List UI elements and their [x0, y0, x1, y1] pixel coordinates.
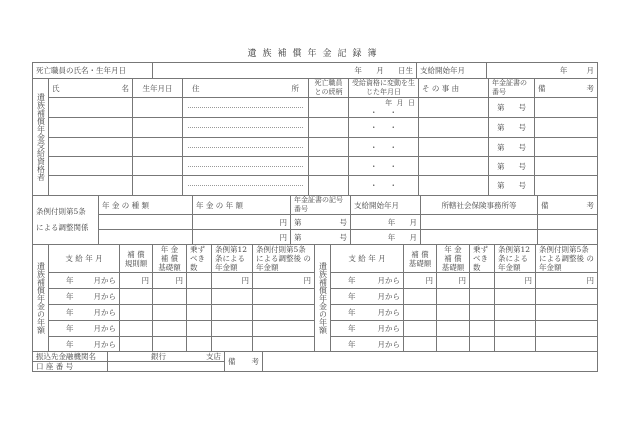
start-field[interactable] [351, 230, 421, 245]
field-unit-label: 号 [518, 123, 526, 132]
form-cell[interactable] [120, 289, 153, 305]
adjustment-section-label: 条例付則第5条 による調整関係 [33, 196, 99, 245]
field-unit-label: 号 [518, 142, 526, 152]
field-unit-label: 備 [228, 357, 236, 366]
header-change-date: 受給資格に変動を生じた年月日 [349, 79, 419, 98]
field-unit-label: 年 [348, 308, 356, 317]
field-unit-label: 氏 [52, 83, 60, 93]
field-unit-label: 年 [66, 292, 74, 301]
bank-remarks-field[interactable] [263, 352, 598, 372]
form-cell[interactable] [187, 289, 212, 305]
form-cell[interactable] [404, 305, 437, 321]
field-unit-label: 円 [586, 276, 594, 285]
cert-no-field[interactable] [291, 230, 351, 245]
field-unit-label: 年 [66, 324, 74, 333]
header-adjusted: 条例付則第5条 による調整後 の年金額 [253, 245, 315, 273]
field-unit-label: ・ [370, 107, 378, 117]
account-number-field[interactable] [108, 362, 225, 372]
form-cell[interactable] [437, 337, 470, 352]
recipient-change-date-field[interactable] [349, 118, 419, 138]
form-cell[interactable] [404, 321, 437, 337]
deceased-birth-field[interactable] [153, 63, 417, 79]
recipients-table [32, 78, 598, 196]
recipient-name-field[interactable] [49, 98, 133, 118]
header-cert-symbol-no: 年金証書の記号番号 [291, 196, 351, 215]
header-pension-amount: 年 金 の 年 額 [193, 196, 291, 215]
field-unit-label: ・ [389, 161, 397, 171]
field-unit-label: 円 [279, 217, 287, 227]
period-field[interactable] [331, 273, 404, 289]
form-cell[interactable] [212, 305, 253, 321]
form-cell[interactable] [536, 289, 598, 305]
recipient-address-field[interactable] [183, 118, 309, 138]
header-start: 支給開始年月 [351, 196, 421, 215]
field-unit-label: 円 [303, 276, 311, 285]
field-unit-label: 年 [387, 232, 396, 242]
header-reason: そ の 事 由 [419, 79, 489, 98]
deceased-label: 死亡職員の氏名・生年月日 [33, 63, 153, 79]
recipient-cert-field[interactable] [489, 176, 535, 196]
form-cell[interactable] [212, 321, 253, 337]
adjustment-row [33, 215, 598, 230]
field-unit-label: 年 [66, 276, 74, 285]
form-cell[interactable] [437, 305, 470, 321]
form-cell[interactable] [187, 305, 212, 321]
form-cell[interactable] [495, 289, 536, 305]
recipient-row [33, 118, 598, 138]
field-unit-label: 第 [497, 161, 505, 171]
field-unit-label: 月から [93, 308, 116, 317]
field-unit-label: 月から [93, 276, 116, 285]
field-unit-label: 考 [586, 83, 594, 93]
form-cell[interactable] [495, 321, 536, 337]
header-address [183, 79, 309, 98]
adjustment-row [33, 230, 598, 245]
period-field[interactable] [49, 305, 120, 321]
field-unit-label: ・ [389, 142, 397, 152]
form-cell[interactable] [153, 321, 187, 337]
header-office: 所轄社会保険事務所等 [421, 196, 538, 215]
recipient-change-date-field[interactable] [349, 98, 419, 118]
period-field[interactable] [49, 289, 120, 305]
recipient-remarks-field[interactable] [535, 157, 598, 176]
field-unit-label: ・ [389, 181, 397, 190]
office-field[interactable] [421, 215, 538, 230]
field-unit-label: ・ [370, 123, 378, 132]
field-unit-label: 第 [497, 123, 505, 132]
pension-record-form [32, 62, 597, 372]
form-cell[interactable] [470, 305, 495, 321]
field-unit-label: 月から [377, 292, 400, 301]
field-unit-label: 月 [409, 217, 417, 227]
header-cert-no: 年金証書の番号 [489, 79, 535, 98]
pension-type-field[interactable] [99, 230, 193, 245]
field-unit-label: 円 [458, 276, 466, 285]
amount-field[interactable] [404, 273, 437, 289]
bank-institution-label: 振込先金融機関名 [33, 352, 108, 362]
recipient-birth-field[interactable] [133, 157, 183, 176]
field-unit-label: 考 [586, 200, 594, 210]
header-adjusted: 条例付則第5条 による調整後 の年金額 [536, 245, 598, 273]
field-unit-label: 号 [339, 232, 347, 242]
form-title: 遺族補償年金記録簿 [247, 49, 383, 59]
header-compensation-base: 補 償 基礎額 [404, 245, 437, 273]
field-unit-label: 年 [348, 276, 356, 285]
field-unit-label: 備 [541, 200, 549, 210]
field-unit-label: 年 [348, 324, 356, 333]
header-art12: 条例第12 条による 年金額 [495, 245, 536, 273]
period-field[interactable] [331, 321, 404, 337]
header-pension-type: 年 金 の 種 類 [99, 196, 193, 215]
field-unit-label: 日 [408, 98, 415, 107]
field-unit-label: 月から [377, 324, 400, 333]
amount-field[interactable] [253, 273, 315, 289]
field-unit-label: 備 [538, 83, 546, 93]
recipient-relation-field[interactable] [309, 138, 349, 157]
amount-field[interactable] [536, 273, 598, 289]
bank-table [32, 351, 598, 372]
recipient-address-field[interactable] [183, 138, 309, 157]
form-cell[interactable] [495, 337, 536, 352]
field-unit-label: 住 [192, 83, 200, 93]
form-cell[interactable] [153, 305, 187, 321]
recipient-cert-field[interactable] [489, 138, 535, 157]
amount-field[interactable] [495, 273, 536, 289]
amount-field[interactable] [212, 273, 253, 289]
pension-type-field[interactable] [99, 215, 193, 230]
field-unit-label: 名 [121, 83, 129, 93]
annual-section-label-right: 遺族補償年金の年額 [315, 245, 331, 352]
form-cell[interactable] [187, 321, 212, 337]
recipient-reason-field[interactable] [419, 157, 489, 176]
recipient-birth-field[interactable] [133, 98, 183, 118]
header-period: 支 給 年 月 [331, 245, 404, 273]
period-field[interactable] [49, 273, 120, 289]
form-cell[interactable] [153, 289, 187, 305]
field-unit-label: 月 [586, 66, 594, 75]
amount-field[interactable] [120, 273, 153, 289]
header-period: 支 給 年 月 [49, 245, 120, 273]
period-field[interactable] [331, 305, 404, 321]
field-unit-label: 年 [66, 308, 74, 317]
field-unit-label: 円 [279, 232, 287, 242]
account-number-label: 口 座 番 号 [33, 362, 108, 372]
form-cell[interactable] [253, 321, 315, 337]
field-unit-label: ・ [389, 123, 397, 132]
form-cell[interactable] [470, 321, 495, 337]
field-unit-label: 月 [409, 232, 417, 242]
office-field[interactable] [421, 230, 538, 245]
field-unit-label: 第 [294, 217, 302, 227]
field-unit-label: 年 [559, 66, 568, 75]
header-base-amount: 年 金 補 償 基礎額 [437, 245, 470, 273]
field-unit-label: 円 [425, 276, 433, 285]
header-remarks [535, 79, 598, 98]
form-cell[interactable] [120, 337, 153, 352]
form-cell[interactable] [120, 321, 153, 337]
cert-no-field[interactable] [291, 215, 351, 230]
field-unit-label: 考 [251, 357, 259, 366]
remarks-field[interactable] [538, 230, 598, 245]
recipient-reason-field[interactable] [419, 98, 489, 118]
remarks-field[interactable] [538, 215, 598, 230]
recipient-cert-field[interactable] [489, 157, 535, 176]
form-cell[interactable] [253, 305, 315, 321]
header-birth: 生年月日 [133, 79, 183, 98]
recipient-reason-field[interactable] [419, 118, 489, 138]
field-unit-label: 月 [396, 98, 404, 107]
recipient-row [33, 176, 598, 196]
form-cell[interactable] [404, 337, 437, 352]
form-cell[interactable] [437, 289, 470, 305]
field-unit-label: 円 [175, 276, 183, 285]
recipient-reason-field[interactable] [419, 176, 489, 196]
form-cell[interactable] [536, 305, 598, 321]
field-unit-label: 号 [339, 217, 347, 227]
amount-field[interactable] [153, 273, 187, 289]
form-cell[interactable] [253, 289, 315, 305]
bank-institution-field[interactable] [108, 352, 225, 362]
recipient-change-date-field[interactable] [349, 157, 419, 176]
header-base-amount: 年 金 補 償 基礎額 [153, 245, 187, 273]
form-cell[interactable] [470, 289, 495, 305]
recipient-row [33, 157, 598, 176]
recipient-remarks-field[interactable] [535, 176, 598, 196]
field-unit-label: 年 [348, 339, 356, 349]
header-multiplier: 乗ず べき 数 [187, 245, 212, 273]
field-unit-label: 月 [376, 66, 384, 75]
field-unit-label: 月から [377, 276, 400, 285]
header-relation: 死亡職員との続柄 [309, 79, 349, 98]
field-unit-label: 円 [524, 276, 532, 285]
period-field[interactable] [49, 337, 120, 352]
recipient-row [33, 138, 598, 157]
field-unit-label: 月から [93, 324, 116, 333]
start-field[interactable] [351, 215, 421, 230]
recipient-birth-field[interactable] [133, 118, 183, 138]
field-unit-label: 支店 [206, 352, 221, 361]
form-cell[interactable] [536, 337, 598, 352]
field-unit-label: 日生 [398, 66, 413, 75]
form-cell[interactable] [120, 305, 153, 321]
header-remarks [538, 196, 598, 215]
annual-table [32, 244, 598, 352]
header-multiplier: 乗ず べき 数 [470, 245, 495, 273]
recipient-relation-field[interactable] [309, 176, 349, 196]
payment-start-field[interactable] [487, 63, 598, 79]
field-unit-label: ・ [370, 142, 378, 152]
recipient-relation-field[interactable] [309, 157, 349, 176]
form-cell[interactable] [253, 337, 315, 352]
field-unit-label: 月から [377, 339, 400, 349]
header-compensation-rule: 補 償 規則額 [120, 245, 153, 273]
form-cell[interactable] [187, 337, 212, 352]
period-field[interactable] [331, 337, 404, 352]
form-cell[interactable] [536, 321, 598, 337]
field-unit-label: 年 [66, 339, 74, 349]
field-unit-label: 号 [518, 161, 526, 171]
field-unit-label: 月から [93, 339, 116, 349]
recipients-section-label: 遺族補償年金受給資格者 [33, 79, 49, 196]
header-name [49, 79, 133, 98]
adjustment-table [32, 195, 598, 245]
period-field[interactable] [49, 321, 120, 337]
field-unit-label: ・ [370, 181, 378, 190]
recipient-address-field[interactable] [183, 157, 309, 176]
recipient-change-date-field[interactable] [349, 138, 419, 157]
field-unit-label: 年 [348, 292, 356, 301]
field-unit-label: 第 [497, 142, 505, 152]
field-unit-label: 所 [291, 83, 299, 93]
recipient-name-field[interactable] [49, 157, 133, 176]
field-unit-label: 第 [497, 181, 505, 190]
recipient-name-field[interactable] [49, 118, 133, 138]
recipient-relation-field[interactable] [309, 98, 349, 118]
field-unit-label: 年 [385, 98, 393, 107]
recipient-address-field[interactable] [183, 176, 309, 196]
field-unit-label: 号 [518, 181, 526, 190]
form-cell[interactable] [470, 337, 495, 352]
form-cell[interactable] [212, 337, 253, 352]
pension-amount-field[interactable] [193, 215, 291, 230]
multiplier-field[interactable] [470, 273, 495, 289]
deceased-table [32, 62, 598, 79]
recipient-cert-field[interactable] [489, 118, 535, 138]
field-unit-label: 第 [294, 232, 302, 242]
recipient-remarks-field[interactable] [535, 138, 598, 157]
recipient-cert-field[interactable] [489, 98, 535, 118]
field-unit-label: 第 [497, 103, 505, 112]
field-unit-label: 月から [93, 292, 116, 301]
recipient-address-field[interactable] [183, 98, 309, 118]
recipient-remarks-field[interactable] [535, 118, 598, 138]
form-cell[interactable] [212, 289, 253, 305]
field-unit-label: 年 [354, 66, 362, 75]
bank-remarks-label [225, 352, 263, 372]
field-unit-label: 号 [518, 103, 526, 112]
form-cell[interactable] [153, 337, 187, 352]
period-field[interactable] [331, 289, 404, 305]
form-cell[interactable] [437, 321, 470, 337]
recipient-row [33, 98, 598, 118]
recipient-change-date-field[interactable] [349, 176, 419, 196]
field-unit-label: ・ [389, 107, 397, 117]
amount-field[interactable] [437, 273, 470, 289]
recipient-relation-field[interactable] [309, 118, 349, 138]
recipient-name-field[interactable] [49, 176, 133, 196]
field-unit-label: ・ [370, 161, 378, 171]
recipient-name-field[interactable] [49, 138, 133, 157]
recipient-birth-field[interactable] [133, 176, 183, 196]
payment-start-label: 支給開始年月 [417, 63, 487, 79]
field-unit-label: 円 [241, 276, 249, 285]
field-unit-label: 円 [141, 276, 149, 285]
field-unit-label: 月から [377, 308, 400, 317]
recipient-reason-field[interactable] [419, 138, 489, 157]
pension-amount-field[interactable] [193, 230, 291, 245]
form-cell[interactable] [404, 289, 437, 305]
field-unit-label: 年 [387, 217, 396, 227]
recipient-remarks-field[interactable] [535, 98, 598, 118]
recipient-birth-field[interactable] [133, 138, 183, 157]
form-cell[interactable] [495, 305, 536, 321]
header-art12: 条例第12 条による 年金額 [212, 245, 253, 273]
multiplier-field[interactable] [187, 273, 212, 289]
annual-section-label-left: 遺族補償年金の年額 [33, 245, 49, 352]
field-unit-label: 銀行 [151, 352, 166, 361]
